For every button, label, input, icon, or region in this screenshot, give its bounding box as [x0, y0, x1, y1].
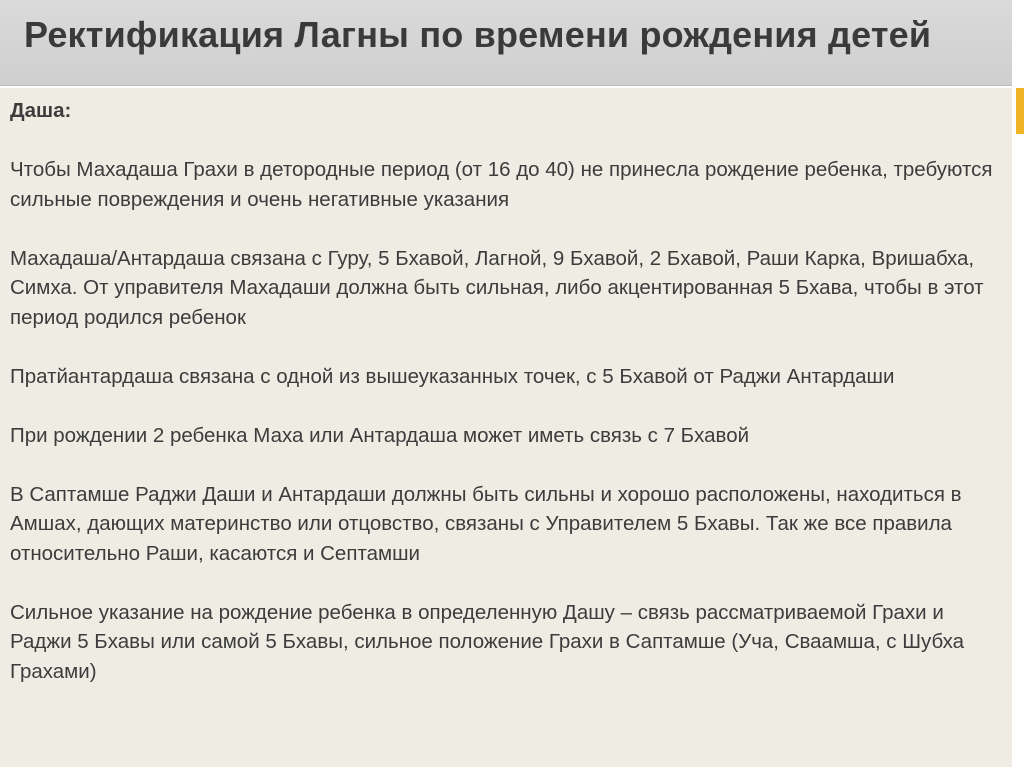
paragraph-1: Чтобы Махадаша Грахи в детородные период (от 16 до 40) не принесла рождение ребенка, требуются сильные повреждения и очень негативные указания [10, 158, 993, 211]
body-text [10, 96, 1005, 716]
paragraph-6: Сильное указание на рождение ребенка в определенную Дашу – связь рассматриваемой Грахи и Раджи 5 Бхавы или самой 5 Бхавы, сильное положение Грахи в Саптамше (Уча, Сваамша, с Шубха Грахами) [10, 600, 964, 683]
paragraph-2: Махадаша/Антардаша связана с Гуру, 5 Бхавой, Лагной, 9 Бхавой, 2 Бхавой, Раши Карка, Вришабха, Симха. От управителя Махадаши должна быть сильная, либо акцентированная 5 Бхава, чтобы в этот период родился ребенок [10, 246, 984, 329]
paragraph-4: При рождении 2 ребенка Маха или Антардаша может иметь связь с 7 Бхавой [10, 423, 750, 447]
content-area [0, 88, 1012, 767]
title-bar [0, 0, 1012, 86]
paragraph-5: В Саптамше Раджи Даши и Антардаши должны быть сильны и хорошо расположены, находиться в Амшах, дающих материнство или отцовство, связаны с Управителем 5 Бхавы. Так же все правила относительно Раши, касаются и Септамши [10, 482, 962, 565]
section-heading: Даша: [10, 99, 72, 122]
slide-title: Ректификация Лагны по времени рождения детей [24, 14, 932, 55]
paragraph-3: Пратйантардаша связана с одной из вышеуказанных точек, с 5 Бхавой от Раджи Антардаши [10, 364, 895, 388]
accent-bar [1016, 88, 1024, 134]
